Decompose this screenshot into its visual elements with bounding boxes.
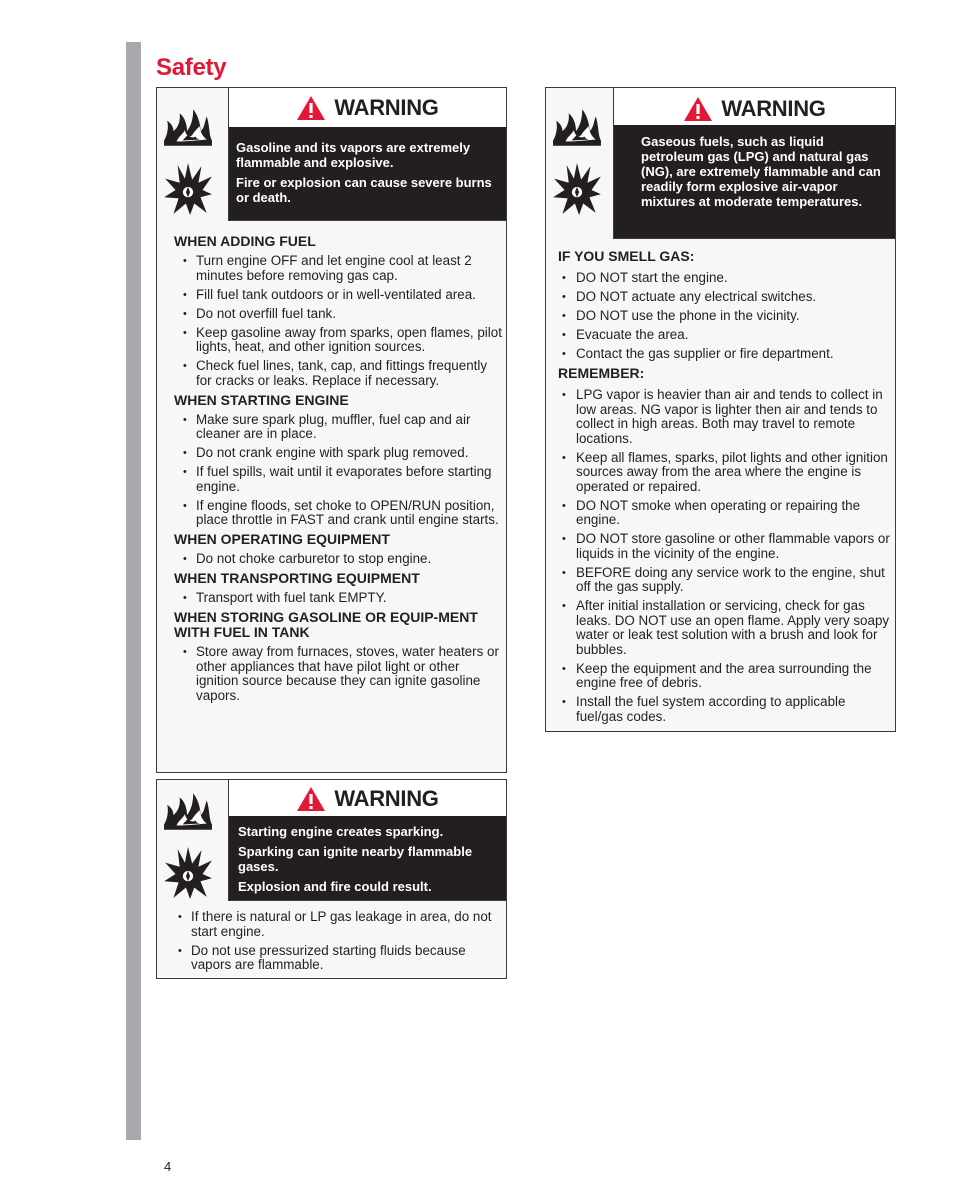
bullet-list [558,271,892,362]
warning-triangle-icon [683,96,713,122]
explosion-icon [552,162,602,216]
list-item: • After initial installation or servicing, check for gas leaks. DO NOT use an open flame. Apply very soapy water or leak test solution with a brush and look for bubbles. [558,599,892,657]
section-title: WHEN OPERATING EQUIPMENT [174,531,390,547]
list-item: • LPG vapor is heavier than air and tends to collect in low areas. NG vapor is lighter then air and tends to collect in high areas. Both may travel to remote locations. [558,388,892,446]
warning-header [228,780,506,901]
bullet-list [558,388,892,724]
warning-title [229,91,506,125]
section-title: WHEN TRANSPORTING EQUIPMENT [174,570,420,586]
bullet-list [174,645,502,703]
section-title: REMEMBER: [558,365,645,381]
explosion-icon [163,846,213,900]
sparking-warning-panel [156,779,507,979]
list-item: • If engine floods, set choke to OPEN/RUN position, place throttle in FAST and crank until engine starts. [174,499,502,528]
hazard-text: Gasoline and its vapors are extremely flammable and explosive. [236,140,471,170]
list-item: • Install the fuel system according to applicable fuel/gas codes. [558,695,892,724]
warning-label: WARNING [334,786,439,811]
sidebar-bar [126,42,141,1140]
list-item: • DO NOT actuate any electrical switches. [558,290,892,305]
hazard-statement [614,125,895,238]
hazard-text: Gaseous fuels, such as liquid petroleum gas (LPG) and natural gas (NG), are extremely flammable and can readily form explosive air-vapor mixtures at moderate temperatures. [641,134,881,209]
list-item: • Contact the gas supplier or fire department. [558,347,892,362]
section-title: WHEN STORING GASOLINE OR EQUIP-MENT WITH FUEL IN TANK [174,609,478,640]
list-item: • Make sure spark plug, muffler, fuel cap and air cleaner are in place. [174,413,502,442]
hazard-statement [229,816,506,900]
list-item: • Keep all flames, sparks, pilot lights and other ignition sources away from the area where the engine is operated or repaired. [558,451,892,495]
hazard-statement [229,127,506,220]
fire-icon [163,792,213,832]
list-item: • DO NOT store gasoline or other flammable vapors or liquids in the vicinity of the engine. [558,532,892,561]
list-item: • BEFORE doing any service work to the engine, shut off the gas supply. [558,566,892,595]
hazard-text: Sparking can ignite nearby flammable gases. [238,844,473,874]
fire-icon [163,108,213,148]
page-title: Safety [156,54,227,81]
warning-triangle-icon [296,95,326,121]
list-item: • DO NOT use the phone in the vicinity. [558,309,892,324]
list-item: • Do not choke carburetor to stop engine. [174,552,502,567]
warning-header [228,88,506,221]
section-title: IF YOU SMELL GAS: [558,248,695,264]
hazard-text: Explosion and fire could result. [238,879,432,894]
warning-header [613,88,895,239]
bullet-list [174,254,502,388]
panel-body [169,910,501,977]
warning-label: WARNING [721,96,826,121]
fire-icon [552,108,602,148]
warning-label: WARNING [334,95,439,120]
hazard-text: Starting engine creates sparking. [238,824,444,839]
list-item: • Check fuel lines, tank, cap, and fittings frequently for cracks or leaks. Replace if necessary. [174,359,502,388]
list-item: • Transport with fuel tank EMPTY. [174,591,502,606]
panel-body [558,249,892,729]
list-item: • DO NOT smoke when operating or repairing the engine. [558,499,892,528]
list-item: • Evacuate the area. [558,328,892,343]
gasoline-warning-panel [156,87,507,773]
warning-triangle-icon [296,786,326,812]
list-item: • Store away from furnaces, stoves, water heaters or other appliances that have pilot light or other ignition source because they can ignite gasoline vapors. [174,645,502,703]
bullet-list [169,910,501,973]
hazard-text: Fire or explosion can cause severe burns or death. [236,175,492,205]
list-item: • Turn engine OFF and let engine cool at least 2 minutes before removing gas cap. [174,254,502,283]
page-number: 4 [164,1159,172,1174]
warning-title [614,92,895,126]
list-item: • Do not use pressurized starting fluids because vapors are flammable. [169,944,501,973]
section-title: WHEN STARTING ENGINE [174,391,349,408]
list-item: • Fill fuel tank outdoors or in well-ventilated area. [174,288,502,303]
panel-body [174,234,502,708]
gaseous-fuel-warning-panel [545,87,896,732]
warning-title [229,782,506,816]
list-item: • Do not overfill fuel tank. [174,307,502,322]
list-item: • DO NOT start the engine. [558,271,892,286]
bullet-list [174,591,502,606]
bullet-list [174,413,502,528]
list-item: • If there is natural or LP gas leakage in area, do not start engine. [169,910,501,939]
list-item: • Keep the equipment and the area surrounding the engine free of debris. [558,662,892,691]
list-item: • If fuel spills, wait until it evaporates before starting engine. [174,465,502,494]
list-item: • Do not crank engine with spark plug removed. [174,446,502,461]
section-title: WHEN ADDING FUEL [174,233,316,249]
list-item: • Keep gasoline away from sparks, open flames, pilot lights, heat, and other ignition sources. [174,326,502,355]
explosion-icon [163,162,213,216]
bullet-list [174,552,502,567]
